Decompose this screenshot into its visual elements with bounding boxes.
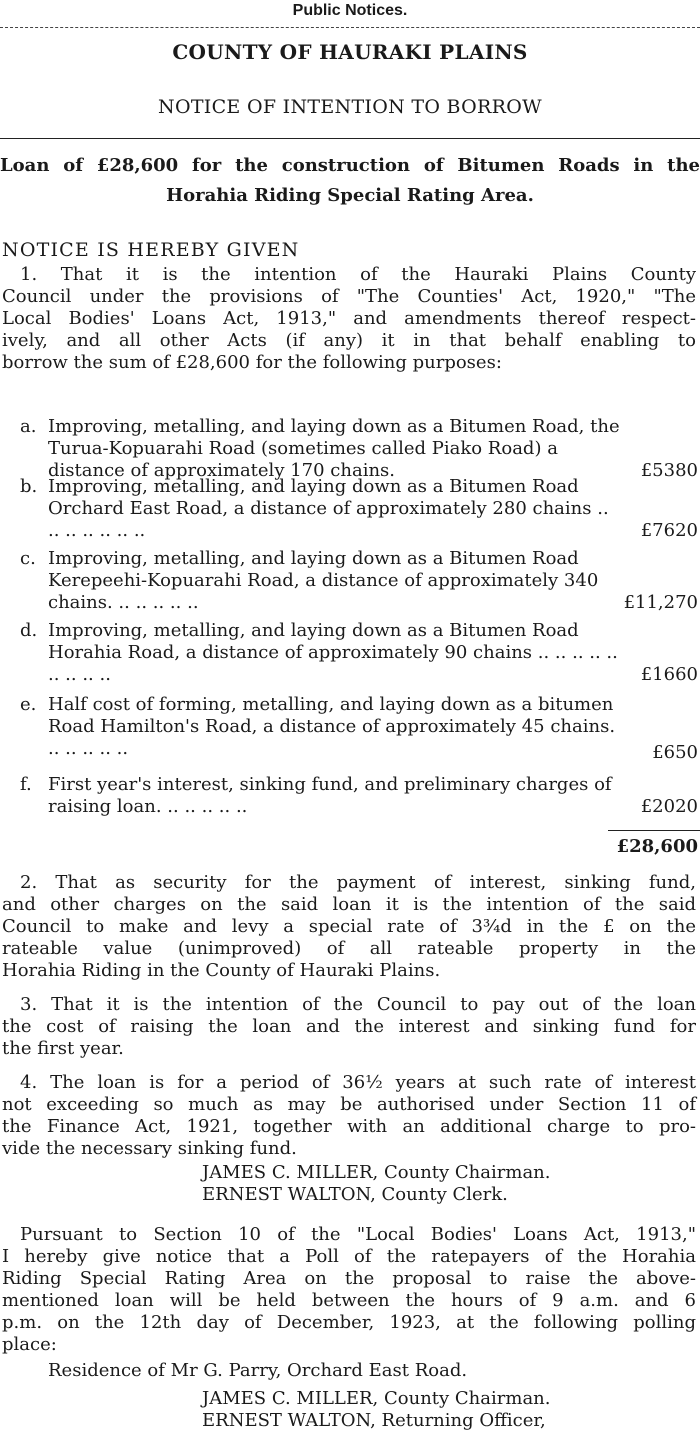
- item-text: First year's interest, sinking fund, and preliminary charges of raising loan. .. .. .. .. ..: [48, 774, 612, 817]
- item-letter: e.: [20, 694, 37, 715]
- para2-line: and other charges on the said loan it is the intention of the said: [2, 894, 696, 915]
- item-amount: £5380: [640, 460, 698, 481]
- para5-line: place:: [2, 1334, 57, 1355]
- para3-line: the first year.: [2, 1038, 124, 1059]
- para5-line: p.m. on the 12th day of December, 1923, at the following polling: [2, 1312, 696, 1333]
- para4-line: not exceeding so much as may be authorised under Section 11 of: [2, 1094, 696, 1115]
- item-letter: d.: [20, 620, 38, 641]
- item-text: Improving, metalling, and laying down as a Bitumen Road Horahia Road, a distance of approximately 90 chains .. .. .. .. .. .. .. .. ..: [48, 620, 618, 685]
- item-amount: £1660: [640, 664, 698, 685]
- item-text: Improving, metalling, and laying down as a Bitumen Road Kerepeehi-Kopuarahi Road, a distance of approximately 340 chains. .. .. .. .. ..: [48, 548, 599, 613]
- title-rule: [0, 138, 700, 139]
- para1-line: Local Bodies' Loans Act, 1913," and amendments thereof respect-: [2, 308, 696, 329]
- para1-line: Council under the provisions of "The Counties' Act, 1920," "The: [2, 286, 696, 307]
- para5-line: Pursuant to Section 10 of the "Local Bodies' Loans Act, 1913,": [20, 1224, 696, 1245]
- para5-line: mentioned loan will be held between the hours of 9 a.m. and 6: [2, 1290, 696, 1311]
- notice-title: COUNTY OF HAURAKI PLAINS: [172, 40, 528, 64]
- loan-heading-line-2: Horahia Riding Special Rating Area.: [166, 185, 534, 206]
- para3-line: the cost of raising the loan and the interest and sinking fund for: [2, 1016, 696, 1037]
- notice-subtitle: NOTICE OF INTENTION TO BORROW: [158, 96, 542, 118]
- signature-chairman-2: JAMES C. MILLER, County Chairman.: [202, 1388, 551, 1409]
- section-header: Public Notices.: [292, 2, 408, 19]
- loan-heading-line-1: Loan of £28,600 for the construction of Bitumen Roads in the: [0, 155, 700, 176]
- para4-line: vide the necessary sinking fund.: [2, 1138, 297, 1159]
- item-amount: £2020: [640, 796, 698, 817]
- para4-line: the Finance Act, 1921, together with an additional charge to pro-: [2, 1116, 696, 1137]
- item-text: Half cost of forming, metalling, and laying down as a bitumen Road Hamilton's Road, a distance of approximately 45 chains. .. .. .. .. ..: [48, 694, 616, 759]
- para5-line: I hereby give notice that a Poll of the ratepayers of the Horahia: [2, 1246, 696, 1267]
- item-letter: a.: [20, 416, 37, 437]
- para1-line: borrow the sum of £28,600 for the following purposes:: [2, 352, 502, 373]
- item-text: Improving, metalling, and laying down as a Bitumen Road Orchard East Road, a distance of approximately 280 chains .. .. .. .. .. .. ..: [48, 476, 609, 541]
- item-amount: £650: [652, 742, 698, 763]
- item-amount: £7620: [640, 520, 698, 541]
- signature-chairman: JAMES C. MILLER, County Chairman.: [202, 1162, 551, 1183]
- para1-line: ively, and all other Acts (if any) it in that behalf enabling to: [2, 330, 696, 351]
- item-letter: b.: [20, 476, 38, 497]
- total-amount: £28,600: [616, 836, 698, 857]
- signature-returning-officer: ERNEST WALTON, Returning Officer,: [202, 1410, 546, 1431]
- para5-line: Riding Special Rating Area on the proposal to raise the above-: [2, 1268, 696, 1289]
- para2-line: rateable value (unimproved) of all rateable property in the: [2, 938, 696, 959]
- item-text: Improving, metalling, and laying down as a Bitumen Road, the Turua-Kopuarahi Road (sometimes called Piako Road) a distance of approximately 170 chains.: [48, 416, 620, 481]
- para4-line: 4. The loan is for a period of 36½ years at such rate of interest: [20, 1072, 696, 1093]
- item-letter: f.: [20, 774, 32, 795]
- total-rule: [608, 830, 700, 831]
- header-rule: [0, 27, 700, 28]
- item-amount: £11,270: [623, 592, 698, 613]
- item-letter: c.: [20, 548, 36, 569]
- para2-line: 2. That as security for the payment of interest, sinking fund,: [20, 872, 696, 893]
- para3-line: 3. That it is the intention of the Council to pay out of the loan: [20, 994, 696, 1015]
- para2-line: Council to make and levy a special rate of 3¾d in the £ on the: [2, 916, 696, 937]
- para2-line: Horahia Riding in the County of Hauraki Plains.: [2, 960, 441, 981]
- signature-clerk: ERNEST WALTON, County Clerk.: [202, 1184, 508, 1205]
- para1-line: 1. That it is the intention of the Hauraki Plains County: [20, 264, 696, 285]
- polling-place: Residence of Mr G. Parry, Orchard East Road.: [48, 1360, 468, 1381]
- intro-text: NOTICE IS HEREBY GIVEN: [2, 239, 300, 261]
